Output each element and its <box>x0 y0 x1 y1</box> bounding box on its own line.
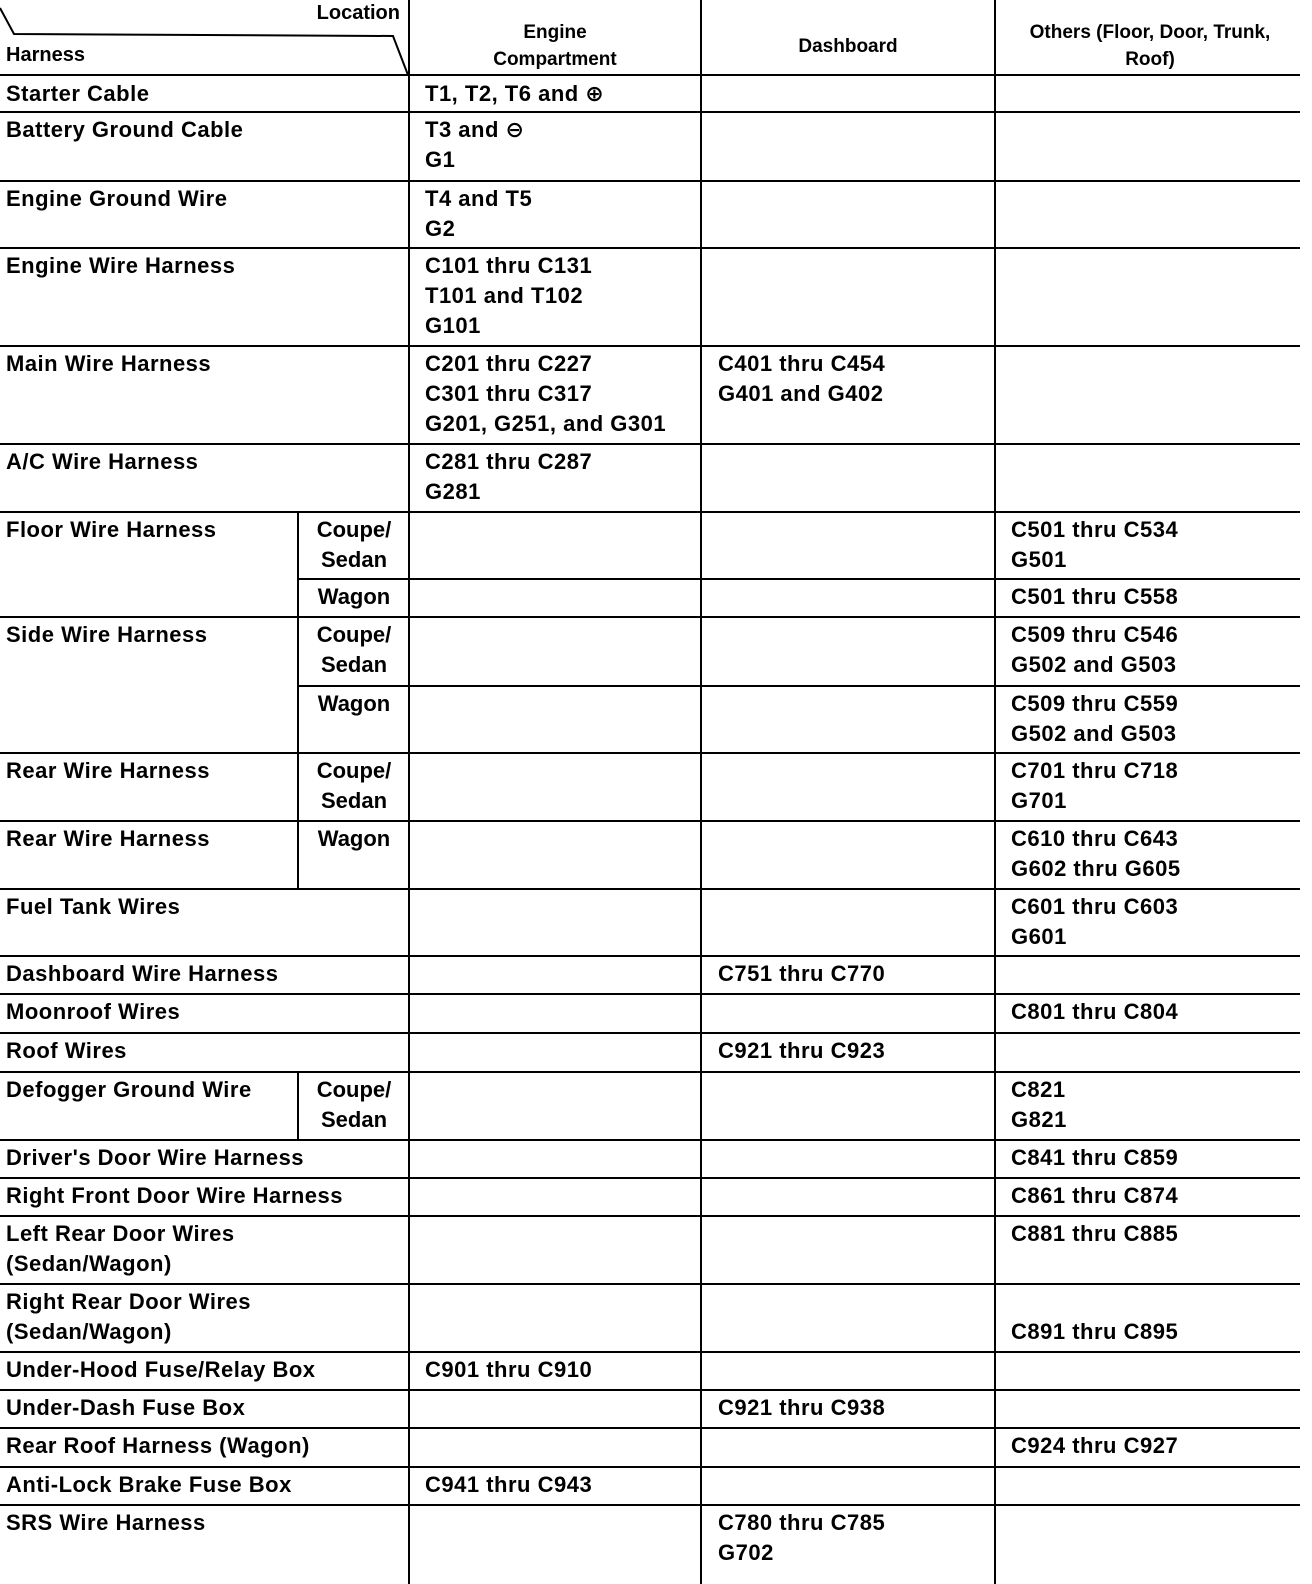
row-rule <box>0 993 1300 995</box>
row-rule <box>0 888 1300 890</box>
harness-name: Rear Wire Harness <box>6 826 210 851</box>
row-rule <box>0 345 1300 347</box>
row-rule <box>0 1215 1300 1217</box>
row-rule <box>0 616 1300 618</box>
row-rule <box>0 1177 1300 1179</box>
header-engine-compartment: Engine Compartment <box>493 22 617 70</box>
row-rule <box>0 180 1300 182</box>
harness-name: Rear Roof Harness (Wagon) <box>6 1433 310 1458</box>
others-connectors: C821 G821 <box>1011 1077 1067 1132</box>
harness-name: Under-Dash Fuse Box <box>6 1395 246 1420</box>
harness-name: Right Rear Door Wires (Sedan/Wagon) <box>6 1289 252 1344</box>
row-rule <box>0 1139 1300 1141</box>
engine-connectors: T1, T2, T6 and ⊕ <box>425 81 605 106</box>
others-connectors: C881 thru C885 <box>1011 1221 1179 1246</box>
body-variant: Wagon <box>317 691 391 716</box>
harness-name: Roof Wires <box>6 1038 127 1063</box>
harness-name: Engine Ground Wire <box>6 186 228 211</box>
harness-name: Left Rear Door Wires (Sedan/Wagon) <box>6 1221 235 1276</box>
harness-name: Under-Hood Fuse/Relay Box <box>6 1357 316 1382</box>
row-rule <box>0 820 1300 822</box>
row-rule <box>297 578 1300 580</box>
harness-name: A/C Wire Harness <box>6 449 199 474</box>
row-rule <box>0 511 1300 513</box>
harness-name: Driver's Door Wire Harness <box>6 1145 305 1170</box>
row-rule <box>0 443 1300 445</box>
engine-connectors: C101 thru C131 T101 and T102 G101 <box>425 253 593 338</box>
harness-name: Floor Wire Harness <box>6 517 217 542</box>
engine-connectors: C901 thru C910 <box>425 1357 593 1382</box>
engine-connectors: C941 thru C943 <box>425 1472 593 1497</box>
row-rule <box>0 1466 1300 1468</box>
row-rule <box>0 955 1300 957</box>
body-variant: Coupe/ Sedan <box>316 1077 392 1132</box>
others-connectors: C501 thru C558 <box>1011 584 1179 609</box>
body-variant: Coupe/ Sedan <box>316 758 392 813</box>
body-variant: Coupe/ Sedan <box>316 517 392 572</box>
harness-name: Dashboard Wire Harness <box>6 961 279 986</box>
others-connectors: C509 thru C559 G502 and G503 <box>1011 691 1179 746</box>
engine-connectors: T3 and ⊖ G1 <box>425 117 525 172</box>
row-rule <box>0 752 1300 754</box>
dashboard-connectors: C780 thru C785 G702 <box>718 1510 886 1565</box>
harness-name: Engine Wire Harness <box>6 253 236 278</box>
row-rule <box>0 1071 1300 1073</box>
harness-name: Battery Ground Cable <box>6 117 244 142</box>
engine-connectors: C281 thru C287 G281 <box>425 449 593 504</box>
body-variant: Coupe/ Sedan <box>316 622 392 677</box>
harness-name: Right Front Door Wire Harness <box>6 1183 343 1208</box>
engine-connectors: C201 thru C227 C301 thru C317 G201, G251, and G301 <box>425 351 667 436</box>
dashboard-connectors: C401 thru C454 G401 and G402 <box>718 351 886 406</box>
row-rule <box>0 111 1300 113</box>
harness-name: Anti-Lock Brake Fuse Box <box>6 1472 292 1497</box>
header-dashboard: Dashboard <box>798 36 898 57</box>
others-connectors: C891 thru C895 <box>1011 1319 1179 1344</box>
dashboard-connectors: C921 thru C923 <box>718 1038 886 1063</box>
row-rule <box>0 247 1300 249</box>
harness-name: Rear Wire Harness <box>6 758 210 783</box>
harness-name: Starter Cable <box>6 81 150 106</box>
row-rule <box>0 1032 1300 1034</box>
others-connectors: C701 thru C718 G701 <box>1011 758 1179 813</box>
engine-connectors: T4 and T5 G2 <box>425 186 533 241</box>
others-connectors: C841 thru C859 <box>1011 1145 1179 1170</box>
harness-name: Moonroof Wires <box>6 999 181 1024</box>
others-connectors: C924 thru C927 <box>1011 1433 1179 1458</box>
row-rule <box>0 1427 1300 1429</box>
others-connectors: C601 thru C603 G601 <box>1011 894 1179 949</box>
others-connectors: C501 thru C534 G501 <box>1011 517 1179 572</box>
header-location: Location <box>316 2 400 24</box>
header-harness: Harness <box>6 44 85 66</box>
others-connectors: C509 thru C546 G502 and G503 <box>1011 622 1179 677</box>
others-connectors: C610 thru C643 G602 thru G605 <box>1011 826 1181 881</box>
harness-name: Defogger Ground Wire <box>6 1077 252 1102</box>
row-rule <box>0 1389 1300 1391</box>
others-column-rule <box>994 0 996 1584</box>
row-rule <box>297 685 1300 687</box>
harness-name: Main Wire Harness <box>6 351 212 376</box>
dashboard-column-rule <box>700 0 702 1584</box>
row-rule <box>0 1283 1300 1285</box>
row-rule <box>0 1351 1300 1353</box>
dashboard-connectors: C751 thru C770 <box>718 961 886 986</box>
others-connectors: C861 thru C874 <box>1011 1183 1179 1208</box>
harness-name: Side Wire Harness <box>6 622 208 647</box>
body-variant: Wagon <box>317 826 391 851</box>
header-rule <box>0 74 1300 76</box>
harness-name: SRS Wire Harness <box>6 1510 206 1535</box>
body-variant: Wagon <box>317 584 391 609</box>
others-connectors: C801 thru C804 <box>1011 999 1179 1024</box>
harness-name: Fuel Tank Wires <box>6 894 181 919</box>
dashboard-connectors: C921 thru C938 <box>718 1395 886 1420</box>
header-others: Others (Floor, Door, Trunk, Roof) <box>1029 22 1271 70</box>
row-rule <box>0 1504 1300 1506</box>
